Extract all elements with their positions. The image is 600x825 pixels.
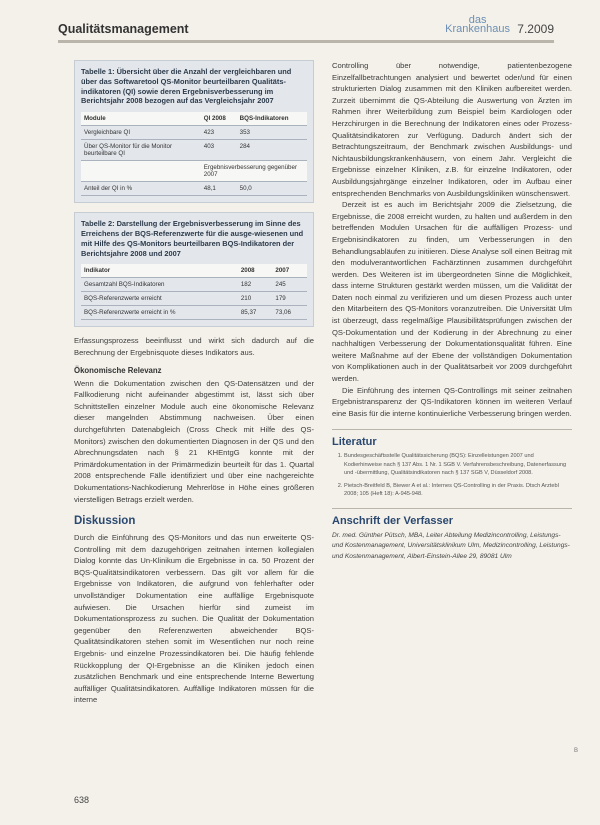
paragraph: Derzeit ist es auch im Berichtsjahr 2009 die Zielsetzung, die Ergebnisse, die 2008 erreicht wurden, zu halten und außerdem in den betreffenden Modulen Ursachen für die auffälligen Prozess- und Ergebnisindikatoren zu finden, um Verbesserungen in den Behandlungsabläufen zu initiieren. Diese Analyse soll einen Beitrag mit den modulverantwortlichen Fachärztinnen zusammen durchgeführt werden. Des Weiteren ist im übergeordneten Sinne die Möglichkeit, dass interne Strukturen gestärkt werden müssen, um die Validität der Daten noch einmal zu verifizieren und um diesen Prozess auch unter den Mitarbeitern des QS-Monitors voranzutreiben. Die Universität Ulm ist überzeugt, dass regelmäßige Plausibilitätsprüfungen zwischen der QS-Dokumentation und der Kodierung in der Abrechnung zu einer nachhaltigen Verbesserung der Dokumentationsqualität führen. Eine weitere Maßnahme auf der Ebene der vollständigen Dokumentation von Komplikationen auch in der Qualitätsarbeit vor 2009 durchgeführt werden. xyxy=(332,200,572,384)
author-heading: Anschrift der Verfasser xyxy=(332,508,572,527)
author-address: Dr. med. Günther Pütsch, MBA, Leiter Abteilung Medizincontrolling, Leistungs- und Kostenmanagement, Universitätsklinikum Ulm, Medizincontrolling, Leistungs- und Kostenmanagement, Albert-Einstein-Allee 29, 89081 Ulm xyxy=(332,531,570,561)
page-header xyxy=(58,14,554,40)
table-row: Module QI 2008 BQS-Indikatoren xyxy=(81,112,307,126)
paragraph: Wenn die Dokumentation zwischen den QS-Datensätzen und der Fallkodierung nicht aufeinander abgestimmt ist, lässt sich über Schnittstellen einzelner Module auch eine ökonomische Relevanz dieser mangelnden Abstimmung nachweisen. Über einen durchgeführten Datenabgleich (Cross Check mit Hilfe des QS-Monitors) zwischen den dokumentierten Diagnosen in der QS und den Abrechnungsdaten nach § 21 KHEntgG konnte mit der Primärdokumentation in der Primärmedizin beurteilt für das 1. Quartal 2008 entsprechende Fälle identifiziert und über eine nachgereichte Dokumentations-Nachkodierung Mehrerlöse in Höhe eines größeren vierstelligen Betrags erzielt werden. xyxy=(74,378,314,504)
table-2 xyxy=(74,212,314,327)
table-row: Anteil der QI in % 48,1 50,0 xyxy=(81,182,307,196)
table-row: BQS-Referenzwerte erreicht in % 85,37 73,06 xyxy=(81,306,307,320)
issue-number: 7.2009 xyxy=(517,22,554,36)
table-row: BQS-Referenzwerte erreicht 210 179 xyxy=(81,292,307,306)
journal-logo: das Krankenhaus xyxy=(445,14,510,35)
left-column xyxy=(74,60,314,706)
table-row: Vergleichbare QI 423 353 xyxy=(81,126,307,140)
table-1-caption: Tabelle 1: Übersicht über die Anzahl der vergleichbaren und über das Softwaretool QS-Monitor beurteilbaren Qualitäts-indikatoren (QI) sowie deren Ergebnisverbesserung im Berichtsjahr 2008 bezogen auf das Vergleichsjahr 2007 xyxy=(81,67,292,106)
paragraph: Durch die Einführung des QS-Monitors und das nun erweiterte QS-Controlling mit dem dazugehörigen zeitnahen internen kollegialen Dialog konnte das Un-Klinikum die Ergebnisse in ca. 50 Prozent der BQS-Qualitätsindikatoren verbessern. Das gilt vor allem für die Ergebnisse von Indikatoren, die aufgrund von fehlerhafter oder unvollständiger Dokumentation eine auffällige Ergebnisquote aufwiesen. Die Ursachen hierfür sind zumeist im Dokumentationsprozess zu suchen. Die Qualität der Dokumentation gegenüber den Referenzwerten abweichender BQS-Qualitätsindikatoren stehen somit im Wesentlichen nur noch reine Ergebnis- und einzelne Prozessindikatoren bei. Die häufig fehlende Rückkopplung der QI-Ergebnisse an die Kliniken jedoch einen zusätzlichen Benchmark und eine entsprechende Interne Bewertung auffälliger Qualitätsindikatoren. Auffällige Indikatoren müssen für die interne xyxy=(74,533,314,705)
section-marker: B xyxy=(574,748,579,754)
section-heading: Diskussion xyxy=(74,515,136,528)
page-number: 638 xyxy=(74,795,90,805)
literature-heading: Literatur xyxy=(332,429,572,448)
table-row: Ergebnisverbesserung gegenüber 2007 xyxy=(81,161,307,182)
paragraph: Controlling über notwendige, patientenbezogene Einzelfallbetrachtungen analysiert und bewertet oder/und für einen strukturierten Dialog zusammen mit den Kliniken aufbereitet werden. Zurzeit übernimmt die QS-Abteilung die Auswertung von Ärzten im Rahmen ihrer Weiterbildung zum Beispiel beim Kardiologen oder Herzchirurgen in die Berechnung der Indikatoren eines oder Prozess-Qualitätsindikatoren zur Verfügung. Dadurch ändert sich der Betrachtungszeitraum, der Benchmark zwischen Ausbildungs- und Nichtausbildungskrankenhäusern, von einem Jahr. Vergleicht die Ergebnisse einzelner Kliniken, z.B. für einzelne Indikatoren, oder Ausbildungsjahrgänge einzelner Indikatoren, oder im Aufbau einer entsprechenden Benchmarks von Ausbildungskliniken wünschenswert. xyxy=(332,61,572,198)
section-title: Qualitätsmanagement xyxy=(58,22,189,36)
table-row: Indikator 2008 2007 xyxy=(81,264,307,278)
literature-list xyxy=(332,452,572,497)
right-column xyxy=(332,60,572,563)
header-rule xyxy=(58,40,554,43)
subheading: Ökonomische Relevanz xyxy=(74,365,162,375)
paragraph: Die Einführung des internen QS-Controllings mit seiner zeitnahen Ergebnistransparenz der QS-Indikatoren können im weiteren Verlauf eine Basis für die interne kontinuierliche Verbesserung bringen werden. xyxy=(332,385,572,418)
list-item: 1. Bundesgeschäftsstelle Qualitätssicherung (BQS): Einzelleistungen 2007 und Kodierhinweise nach § 137 Abs. 1 Nr. 1 SGB V. Verfahrensbeschreibung, Datenerfassung und -übermittlung, Qualitätsindikatoren nach § 137 SGB V, Düsseldorf 2008. xyxy=(344,452,572,476)
table-row: Gesamtzahl BQS-Indikatoren 182 245 xyxy=(81,278,307,292)
table-2-caption: Tabelle 2: Darstellung der Ergebnisverbesserung im Sinne des Erreichens der BQS-Referenzwerte für die ausge-wiesenen und mit Hilfe des QS-Monitors beurteilbaren BQS-Indikatoren der Berichtsjahre 2008 und 2007 xyxy=(81,219,304,258)
paragraph: Erfassungsprozess beeinflusst und wirkt sich dadurch auf die Berechnung der Ergebnisquote dieses Indikators aus. xyxy=(74,336,314,357)
table-row: Über QS-Monitor für die Monitor beurteilbare QI 403 284 xyxy=(81,140,307,161)
table-1 xyxy=(74,60,314,203)
list-item: 2. Pietsch-Breitfeld B, Biewer A et al.: Internes QS-Controlling in der Praxis. Dtsch Arztebl 2008; 105 (Heft 18): A-945-948. xyxy=(344,482,572,498)
